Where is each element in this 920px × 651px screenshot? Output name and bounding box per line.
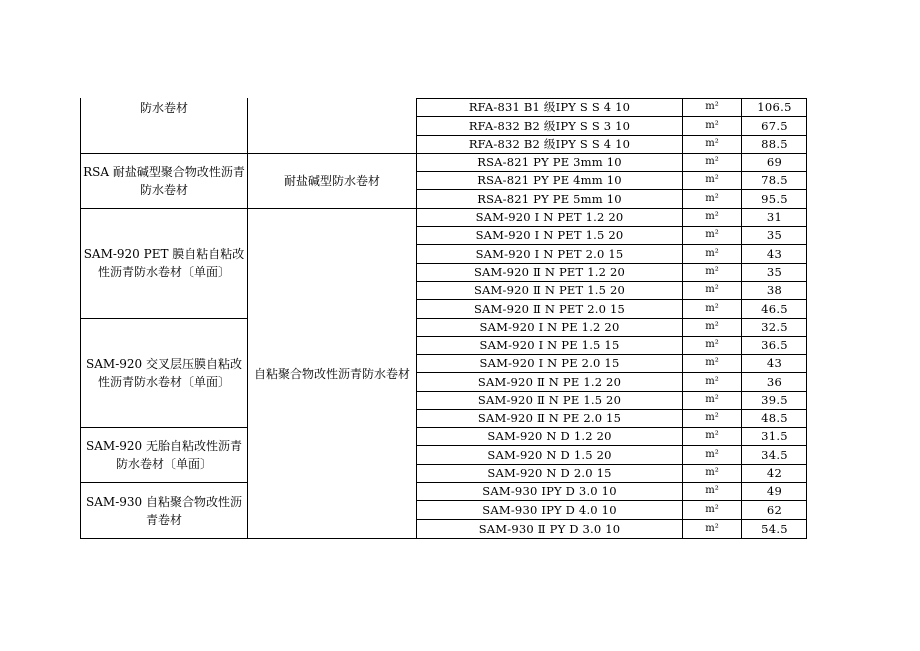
spec-cell: SAM-920 Ⅰ N PE 2.0 15	[479, 356, 620, 370]
unit-cell: m²	[705, 430, 719, 441]
price-cell: 36.5	[761, 338, 788, 352]
unit-cell: m²	[705, 412, 719, 423]
spec-cell: SAM-920 Ⅱ N PET 1.2 20	[473, 265, 626, 279]
price-cell: 62	[766, 502, 783, 517]
spec-cell: SAM-920 Ⅰ N PET 2.0 15	[475, 246, 624, 261]
spec-cell: RSA-821 PY PE 3mm 10	[477, 155, 622, 169]
unit-cell: m²	[705, 394, 719, 405]
spec-cell: SAM-920 Ⅱ N PE 2.0 15	[477, 411, 622, 425]
unit-cell: m²	[705, 156, 719, 167]
unit-cell: m²	[705, 302, 719, 314]
unit-cell: m²	[705, 174, 719, 185]
unit-cell: m²	[705, 321, 719, 332]
product-category-name: 耐盐碱型防水卷材	[283, 173, 380, 188]
unit-cell: m²	[705, 192, 719, 204]
product-group-name: 防水卷材	[139, 101, 188, 115]
price-cell: 43	[766, 246, 783, 261]
unit-cell: m²	[705, 503, 719, 515]
unit-cell: m²	[705, 229, 719, 240]
unit-cell: m²	[705, 284, 719, 295]
unit-cell: m²	[705, 485, 719, 496]
unit-cell: m²	[705, 211, 719, 222]
price-cell: 35	[766, 228, 783, 242]
price-cell: 69	[766, 155, 783, 169]
unit-cell: m²	[705, 266, 719, 277]
spec-cell: RSA-821 PY PE 5mm 10	[477, 191, 622, 206]
spec-cell: SAM-920 N D 1.2 20	[487, 429, 612, 443]
spec-cell: SAM-920 Ⅰ N PE 1.2 20	[479, 320, 620, 334]
unit-cell: m²	[705, 138, 719, 149]
unit-cell: m²	[705, 467, 719, 478]
product-group-name: SAM-920 PET 膜自粘自粘改性沥青防水卷材〔单面〕	[83, 247, 245, 279]
price-table	[80, 98, 807, 539]
price-cell: 46.5	[761, 301, 788, 316]
spec-cell: SAM-920 Ⅰ N PET 1.2 20	[475, 210, 624, 224]
price-cell: 31	[766, 210, 783, 224]
spec-cell: SAM-920 Ⅱ N PET 1.5 20	[473, 283, 626, 297]
spec-cell: RFA-831 B1 级ⅠPY S S 4 10	[468, 100, 631, 114]
unit-cell: m²	[705, 375, 719, 387]
price-cell: 67.5	[761, 118, 788, 133]
price-cell: 39.5	[761, 393, 788, 407]
price-cell: 43	[766, 356, 783, 370]
spec-cell: SAM-920 N D 1.5 20	[487, 447, 612, 462]
spec-cell: SAM-930 ⅠPY D 3.0 10	[482, 484, 617, 498]
unit-cell: m²	[705, 101, 719, 112]
price-cell: 48.5	[761, 411, 788, 425]
unit-cell: m²	[705, 119, 719, 131]
price-cell: 42	[766, 466, 783, 480]
spec-cell: RFA-832 B2 级ⅠPY S S 3 10	[468, 118, 631, 133]
price-cell: 35	[766, 265, 783, 279]
price-cell: 38	[766, 283, 783, 297]
price-cell: 36	[766, 374, 783, 389]
spec-cell: RFA-832 B2 级ⅠPY S S 4 10	[468, 137, 631, 151]
product-group-name: SAM-920 交叉层压膜自粘改性沥青防水卷材〔单面〕	[86, 356, 242, 389]
price-cell: 31.5	[761, 429, 788, 443]
product-group-name: SAM-920 无胎自粘改性沥青防水卷材〔单面〕	[86, 438, 242, 471]
product-group-name: RSA 耐盐碱型聚合物改性沥青防水卷材	[83, 164, 245, 197]
unit-cell: m²	[705, 247, 719, 259]
product-group-name: SAM-930 自粘聚合物改性沥青卷材	[86, 494, 242, 527]
price-cell: 78.5	[761, 173, 788, 187]
spec-cell: SAM-920 Ⅱ N PET 2.0 15	[473, 301, 626, 316]
unit-cell: m²	[705, 357, 719, 368]
spec-cell: SAM-920 Ⅰ N PET 1.5 20	[475, 228, 624, 242]
spec-cell: SAM-920 Ⅱ N PE 1.2 20	[477, 374, 622, 389]
unit-cell: m²	[705, 448, 719, 460]
price-cell: 106.5	[757, 100, 792, 114]
spec-cell: SAM-930 ⅠPY D 4.0 10	[482, 502, 617, 517]
unit-cell: m²	[705, 339, 719, 350]
product-category-name: 自粘聚合物改性沥青防水卷材	[253, 366, 410, 381]
spec-cell: RSA-821 PY PE 4mm 10	[477, 173, 622, 187]
price-cell: 88.5	[761, 137, 788, 151]
price-cell: 54.5	[761, 522, 788, 536]
spec-cell: SAM-920 N D 2.0 15	[487, 466, 612, 480]
price-cell: 34.5	[761, 447, 788, 462]
spec-cell: SAM-920 Ⅰ N PE 1.5 15	[479, 338, 620, 352]
price-cell: 95.5	[761, 191, 788, 206]
spec-cell: SAM-930 Ⅱ PY D 3.0 10	[478, 522, 621, 536]
price-cell: 32.5	[761, 320, 788, 334]
price-cell: 49	[766, 484, 783, 498]
unit-cell: m²	[705, 523, 719, 534]
spec-cell: SAM-920 Ⅱ N PE 1.5 20	[477, 393, 622, 407]
product-category-name	[248, 98, 416, 153]
